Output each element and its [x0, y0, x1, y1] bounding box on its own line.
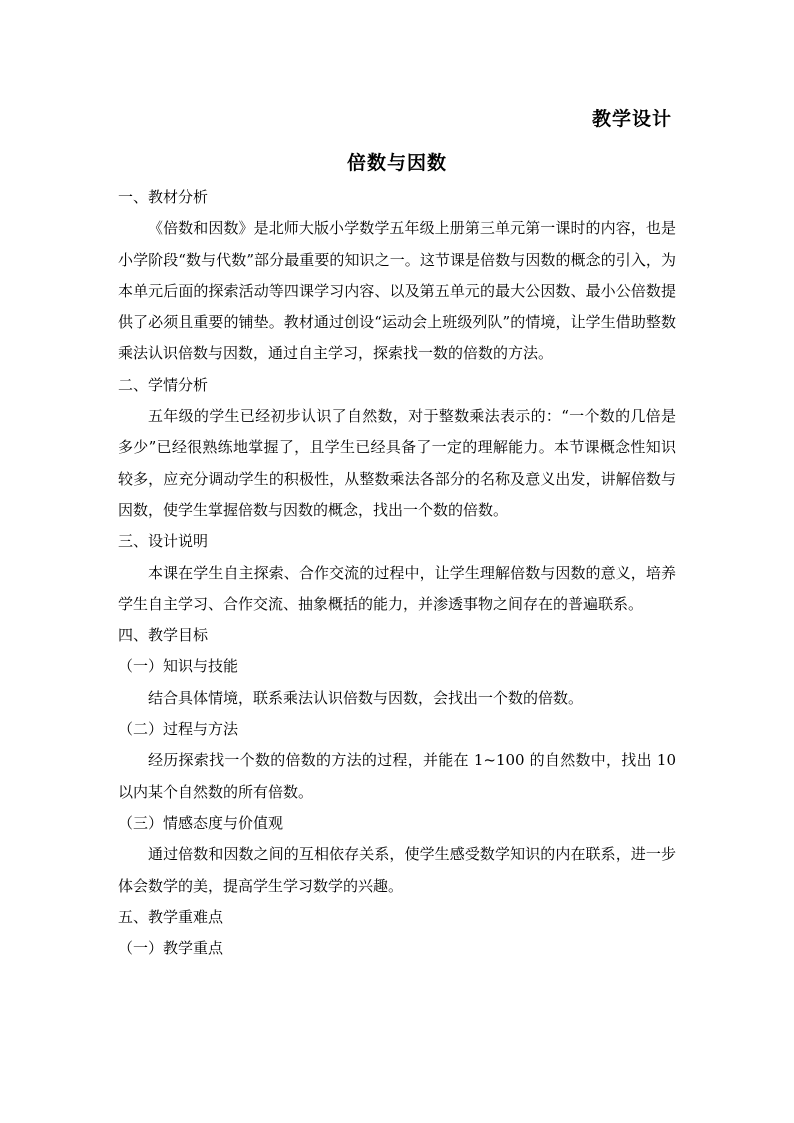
subheading-attitude-values: （三）情感态度与价值观 — [118, 813, 284, 832]
paragraph-process-method: 经历探索找一个数的倍数的方法的过程，并能在 1~100 的自然数中，找出 10 以内某个自然数的所有倍数。 — [118, 751, 676, 801]
paragraph-knowledge-skills: 结合具体情境，联系乘法认识倍数与因数，会找出一个数的倍数。 — [148, 688, 584, 707]
paragraph-textbook-analysis: 《倍数和因数》是北师大版小学数学五年级上册第三单元第一课时的内容，也是小学阶段“数与代数”部分最重要的知识之一。这节课是倍数与因数的概念的引入，为本单元后面的探索活动等四课学习内容、以及第五单元的最大公因数、最小公倍数提供了必须且重要的铺垫。教材通过创设“运动会上班级列队”的情境，让学生借助整数乘法认识倍数与因数，通过自主学习，探索找一数的倍数的方法。 — [118, 219, 676, 363]
document-type-label: 教学设计 — [591, 108, 672, 130]
section-heading-key-difficult-points: 五、教学重难点 — [118, 907, 224, 926]
subheading-process-method: （二）过程与方法 — [118, 720, 239, 739]
section-heading-teaching-goals: 四、教学目标 — [118, 626, 209, 645]
paragraph-design-notes: 本课在学生自主探索、合作交流的过程中，让学生理解倍数与因数的意义，培养学生自主学习、合作交流、抽象概括的能力，并渗透事物之间存在的普遍联系。 — [118, 563, 676, 613]
paragraph-attitude-values: 通过倍数和因数之间的互相依存关系，使学生感受数学知识的内在联系，进一步体会数学的美，提高学生学习数学的兴趣。 — [118, 845, 676, 895]
section-heading-student-analysis: 二、学情分析 — [118, 375, 209, 394]
subheading-knowledge-skills: （一）知识与技能 — [118, 657, 239, 676]
section-heading-textbook-analysis: 一、教材分析 — [118, 188, 209, 206]
paragraph-student-analysis: 五年级的学生已经初步认识了自然数，对于整数乘法表示的：“一个数的几倍是多少”已经很熟练地掌握了，且学生已经具备了一定的理解能力。本节课概念性知识较多，应充分调动学生的积极性，从整数乘法各部分的名称及意义出发，讲解倍数与因数，使学生掌握倍数与因数的概念，找出一个数的倍数。 — [118, 407, 676, 519]
document-title: 倍数与因数 — [346, 152, 447, 174]
section-heading-design-notes: 三、设计说明 — [118, 532, 209, 551]
document-body — [118, 182, 676, 964]
subheading-teaching-focus: （一）教学重点 — [118, 939, 224, 958]
